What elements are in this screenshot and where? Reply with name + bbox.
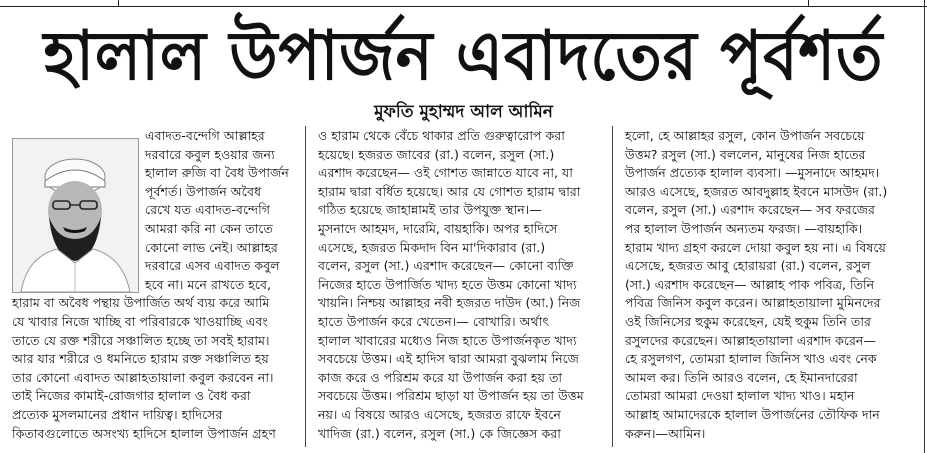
text-line: রেখে যত এবাদত-বন্দেগি bbox=[145, 202, 270, 218]
text-line: রসুলদের করেছেন। আল্লাহতায়ালা এরশাদ করেন— bbox=[625, 332, 877, 348]
text-line: হালাল খাবারের মধ্যেও নিজ হাতে উপার্জনকৃত খাদ্য bbox=[318, 332, 577, 348]
text-line: আল্লাহ আমাদেরকে হালাল উপার্জনের তৌফিক দান bbox=[625, 407, 880, 422]
text-line: তাতে যে রক্ত শরীরে সঞ্চালিত হচ্ছে তা সবই হারাম। bbox=[12, 332, 270, 348]
text-line: ও হারাম থেকে বেঁচে থাকার প্রতি গুরুত্বারোপ করা bbox=[318, 128, 565, 143]
text-line: নয়। এ বিষয়ে আরও এসেছে, হজরত রাফে ইবনে bbox=[318, 407, 561, 422]
text-line: পূর্বশর্ত। উপার্জন অবৈধ bbox=[145, 183, 262, 199]
text-line: নিজের হাতে উপার্জিত খাদ্য হতে উত্তম কোনো খাদ্য bbox=[318, 276, 577, 292]
text-line: দরবারে এসব এবাদত কবুল bbox=[145, 258, 280, 274]
text-line: ওই জিনিসের হুকুম করেছেন, যেই হুকুম তিনি তার bbox=[625, 314, 871, 329]
text-line: আমল কর। তিনি আরও বলেন, হে ইমানদারেরা bbox=[625, 369, 858, 385]
text-line: তোমরা আমরা দেওয়া হালাল খাদ্য খাও। মহান bbox=[625, 388, 855, 404]
text-line: তাই নিজের কামাই-রোজগার হালাল ও বৈধ করা bbox=[12, 388, 251, 404]
text-line: (সা.) এরশাদ করেছেন— আল্লাহ পাক পবিত্র, তিনি bbox=[625, 276, 875, 292]
headline: হালাল উপার্জন এবাদতের পূর্বশর্ত bbox=[43, 17, 884, 96]
text-line: খায়নি। নিশ্চয় আল্লাহর নবী হজরত দাউদ (আ.) নিজ bbox=[318, 295, 581, 311]
text-line: পবিত্র জিনিস কবুল করেন। আল্লাহতায়ালা মুমিনদের bbox=[625, 295, 881, 311]
text-line: উপার্জন প্রত্যেক হালাল ব্যবসা। —মুসনাদে আহমদ। bbox=[625, 165, 880, 181]
text-line: হে রসুলগণ, তোমরা হালাল জিনিস খাও এবং নেক bbox=[625, 351, 877, 367]
text-line: সবচেয়ে উত্তম। পরিশ্রম ছাড়া যা উপার্জন হয় তা উত্তম bbox=[318, 388, 584, 404]
text-line: হারাম বা অবৈধ পন্থায় উপার্জিত অর্থ ব্যয় করে আমি bbox=[12, 295, 270, 311]
text-line: আরও এসেছে, হজরত আবদুল্লাহ ইবনে মাসউদ (রা.) bbox=[625, 183, 888, 199]
text-line: হারাম দ্বারা বর্ধিত হয়েছে। আর যে গোশত হারাম দ্বারা bbox=[318, 183, 581, 199]
text-line: হয়েছে। হজরত জাবের (রা.) বলেন, রসুল (সা.) bbox=[318, 146, 555, 162]
text-line: তার কোনো এবাদত আল্লাহতায়ালা কবুল করবেন না। bbox=[12, 369, 274, 385]
text-line: গঠিত হয়েছে জাহান্নামই তার উপযুক্ত স্থান।— bbox=[318, 202, 542, 218]
text-line: আর যার শরীরে ও ধমনিতে হারাম রক্ত সঞ্চালিত হয় bbox=[12, 351, 269, 367]
text-line: বলেন, রসুল (সা.) এরশাদ করেছেন— সব ফরজের bbox=[625, 202, 875, 218]
top-border bbox=[0, 0, 927, 7]
text-line: এরশাদ করেছেন— ওই গোশত জান্নাতে যাবে না, যা bbox=[318, 165, 573, 181]
author-photo bbox=[12, 138, 139, 293]
portrait-photo-icon bbox=[13, 139, 138, 292]
text-line: কোনো লাভ নেই। আল্লাহর bbox=[145, 239, 278, 255]
text-line: হবে না। মনে রাখতে হবে, bbox=[145, 276, 271, 292]
text-line: যে খাবার নিজে খাচ্ছি বা পরিবারকে খাওয়াচ্ছি এবং bbox=[12, 314, 268, 329]
text-line: হাতে উপার্জন করে খেতেন।— বোখারি। অর্থাৎ bbox=[318, 314, 550, 329]
text-line: উত্তম? রসুল (সা.) বললেন, মানুষের নিজ হাতের bbox=[625, 146, 866, 162]
text-line: হলো, হে আল্লাহর রসুল, কোন উপার্জন সবচেয়ে bbox=[625, 128, 865, 143]
text-line: হালাল রুজি বা বৈধ উপার্জন bbox=[145, 165, 289, 181]
text-line: পর হালাল উপার্জন অন্যতম ফরজ। —বায়হাকি। bbox=[625, 221, 863, 236]
text-line: এবাদত-বন্দেগি আল্লাহর bbox=[145, 128, 265, 143]
text-line: মুসনাদে আহমদ, দারেমি, বায়হাকি। অপর হাদিসে bbox=[318, 221, 558, 236]
text-line: করুন।—আমিন। bbox=[625, 425, 706, 441]
text-line: সবচেয়ে উত্তম। এই হাদিস দ্বারা আমরা বুঝলাম নিজে bbox=[318, 351, 579, 367]
text-line: কিতাবগুলোতে অসংখ্য হাদিসে হালাল উপার্জন গ্রহণ bbox=[12, 425, 276, 441]
text-line: এসেছে, হজরত মিকদাদ বিন মা'দিকারাব (রা.) bbox=[318, 239, 546, 255]
text-line: কাজ করে ও পরিশ্রম করে যা উপার্জন করা হয় তা bbox=[318, 369, 563, 385]
column-rule bbox=[305, 126, 306, 447]
byline: মুফতি মুহাম্মদ আল আমিন bbox=[374, 102, 553, 122]
column-rule bbox=[612, 126, 613, 447]
text-line: দরবারে কবুল হওয়ার জন্য bbox=[145, 146, 275, 162]
text-line: বলেন, রসুল (সা.) এরশাদ করেছেন— কোনো ব্যক্তি bbox=[318, 258, 574, 274]
text-line: খাদিজ (রা.) বলেন, রসুল (সা.) কে জিজ্ঞেস করা bbox=[318, 425, 561, 441]
text-line: এসেছে, হজরত আবু হোরায়রা (রা.) বলেন, রসুল bbox=[625, 258, 871, 274]
text-line: আমরা করি না কেন তাতে bbox=[145, 221, 273, 236]
text-line: প্রত্যেক মুসলমানের প্রধান দায়িত্ব। হাদিসের bbox=[12, 407, 223, 422]
text-line: হারাম খাদ্য গ্রহণ করলে দোয়া কবুল হয় না। এ বিষয়ে bbox=[625, 239, 886, 255]
